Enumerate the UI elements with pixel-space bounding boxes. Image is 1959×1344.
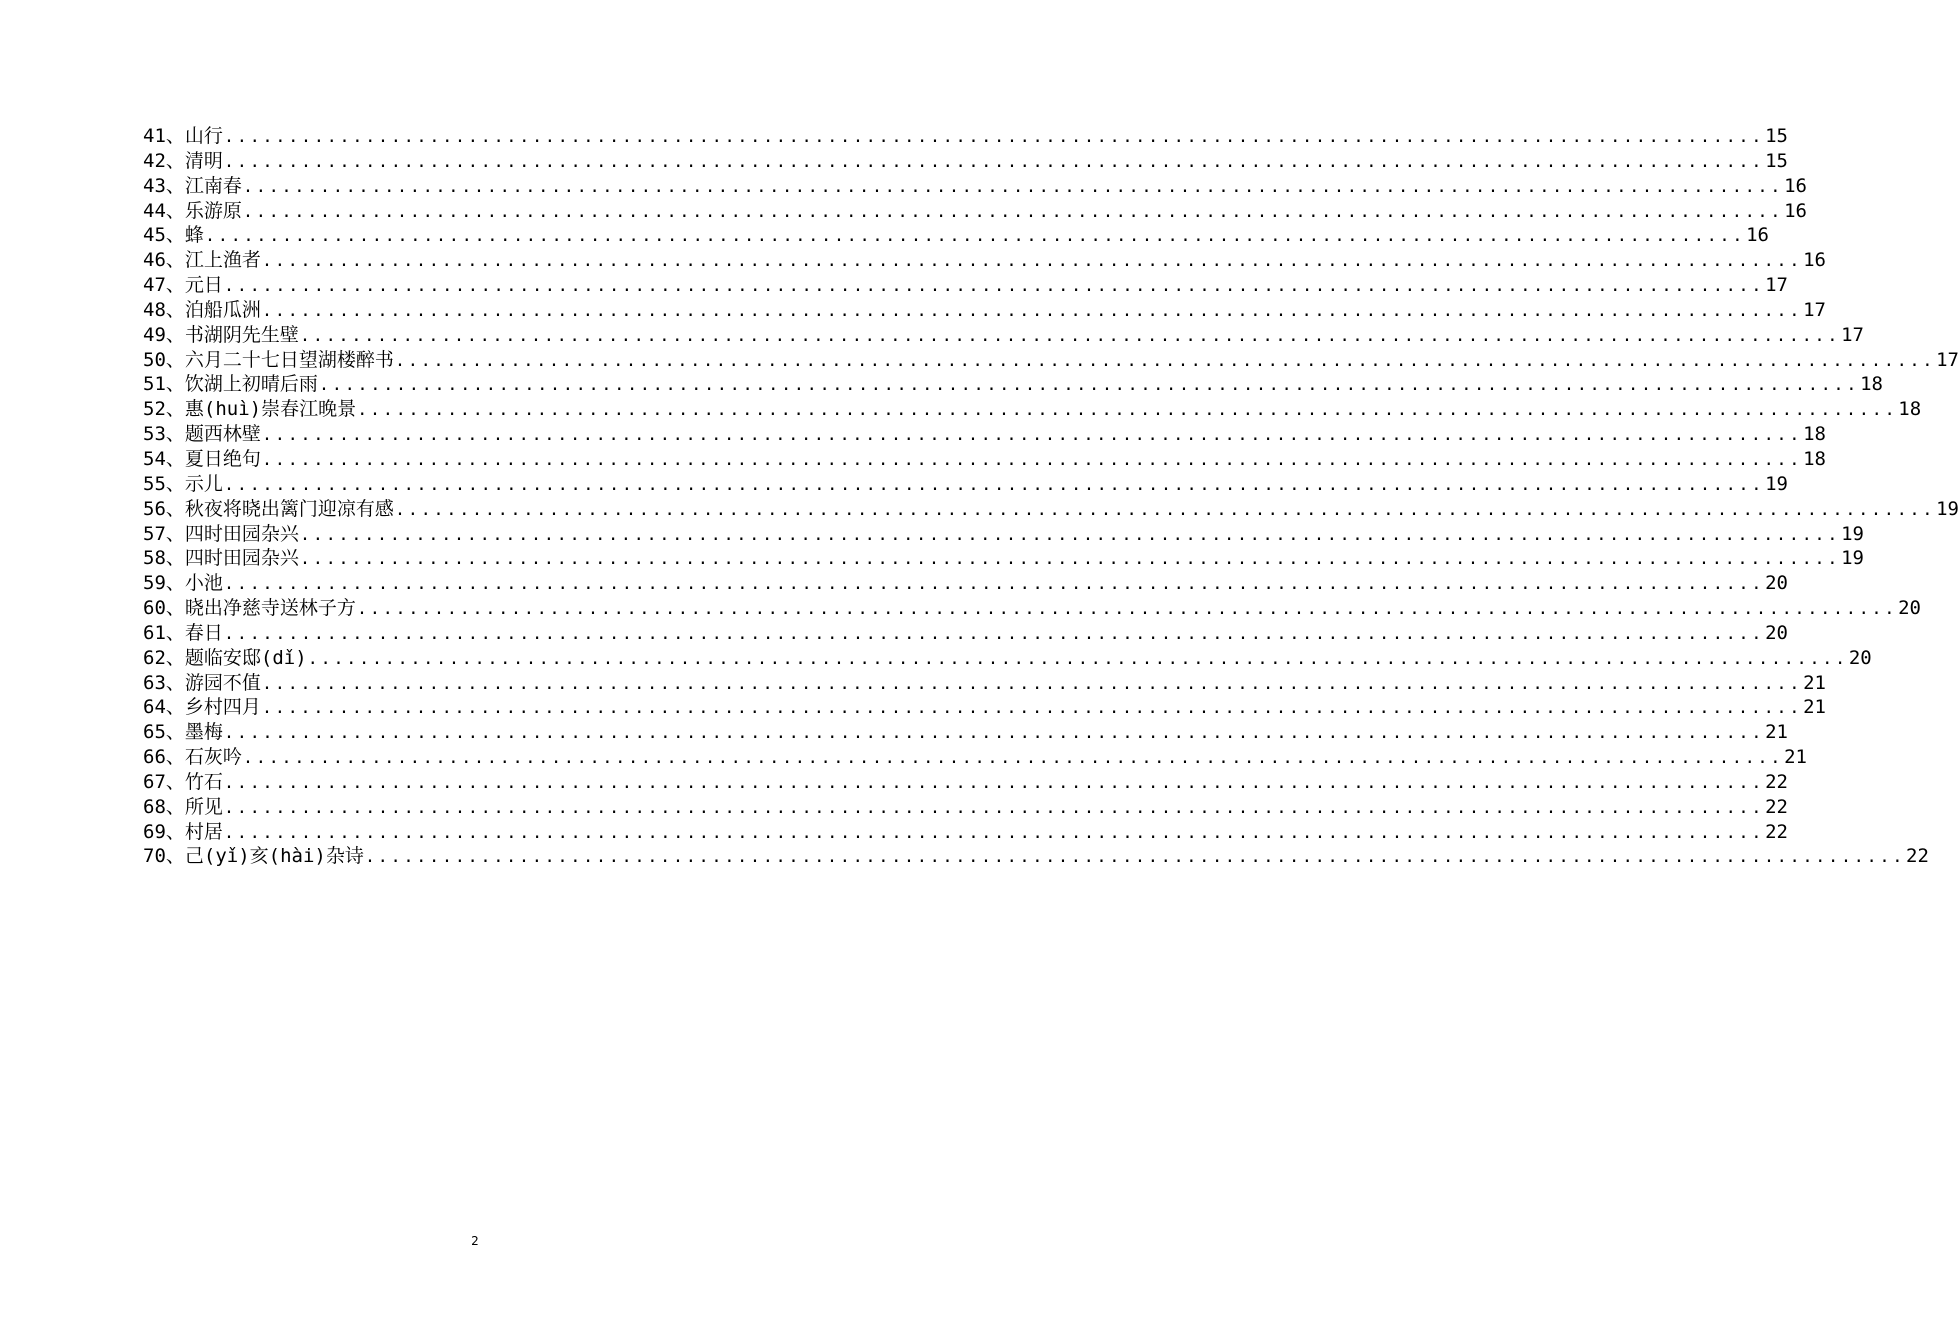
toc-entry[interactable]: [143, 720, 1788, 745]
toc-entry[interactable]: [143, 695, 1826, 720]
toc-entry-page: 20: [1765, 621, 1788, 644]
toc-entry[interactable]: [143, 149, 1788, 174]
toc-entry-number: 69、: [143, 820, 185, 843]
toc-entry-number: 46、: [143, 249, 185, 272]
table-of-contents: [143, 124, 1959, 869]
toc-entry[interactable]: [143, 248, 1826, 273]
toc-dot-leader: ........................................................................................................................: [223, 822, 1765, 843]
toc-dot-leader: ........................................................................................................................: [299, 524, 1841, 545]
toc-entry[interactable]: [143, 472, 1788, 497]
toc-entry[interactable]: [143, 199, 1807, 224]
toc-entry-title: 题临安邸(dǐ): [184, 646, 307, 669]
toc-entry-title: 饮湖上初晴后雨: [184, 373, 318, 396]
toc-dot-leader: ........................................................................................................................: [242, 176, 1784, 197]
toc-entry-title: 清明: [184, 149, 223, 172]
toc-dot-leader: ........................................................................................................................: [223, 127, 1765, 147]
toc-entry-title: 示儿: [184, 472, 223, 495]
toc-entry-page: 19: [1765, 472, 1788, 495]
toc-dot-leader: ........................................................................................................................: [364, 847, 1906, 868]
toc-entry-title: 小池: [184, 572, 223, 595]
toc-dot-leader: ........................................................................................................................: [223, 797, 1765, 818]
toc-dot-leader: ........................................................................................................................: [261, 300, 1803, 321]
toc-entry-title: 所见: [184, 795, 223, 818]
toc-entry[interactable]: [143, 273, 1788, 298]
toc-dot-leader: ........................................................................................................................: [261, 673, 1803, 694]
toc-entry-title: 泊船瓜洲: [184, 298, 261, 321]
toc-entry-title: 元日: [184, 274, 223, 297]
toc-dot-leader: ........................................................................................................................: [261, 425, 1803, 446]
toc-entry-page: 16: [1784, 174, 1807, 197]
toc-dot-leader: ........................................................................................................................: [223, 151, 1765, 172]
toc-entry[interactable]: [143, 795, 1788, 820]
toc-entry[interactable]: [143, 522, 1864, 547]
toc-entry-number: 57、: [143, 522, 185, 545]
toc-dot-leader: ........................................................................................................................: [204, 226, 1746, 247]
toc-dot-leader: ........................................................................................................................: [223, 474, 1765, 495]
toc-entry-title: 题西林壁: [184, 423, 261, 446]
toc-entry-page: 18: [1803, 423, 1826, 446]
toc-entry-title: 蜂: [184, 224, 204, 247]
toc-entry-number: 47、: [143, 274, 185, 297]
toc-entry-number: 51、: [143, 373, 185, 396]
toc-entry-title: 江南春: [184, 174, 242, 197]
toc-entry-title: 石灰吟: [184, 746, 242, 769]
toc-entry[interactable]: [143, 124, 1788, 149]
toc-entry-page: 20: [1898, 597, 1921, 620]
toc-entry-page: 19: [1936, 497, 1959, 520]
toc-entry[interactable]: [143, 571, 1788, 596]
toc-entry-page: 22: [1765, 820, 1788, 843]
toc-entry-page: 18: [1803, 447, 1826, 470]
toc-entry-page: 19: [1841, 522, 1864, 545]
toc-entry-number: 54、: [143, 447, 185, 470]
toc-entry-title: 竹石: [184, 770, 223, 793]
toc-entry-number: 63、: [143, 671, 185, 694]
toc-entry[interactable]: [143, 621, 1788, 646]
toc-entry-number: 52、: [143, 398, 185, 421]
toc-dot-leader: ........................................................................................................................: [318, 375, 1860, 396]
toc-entry[interactable]: [143, 745, 1807, 770]
toc-dot-leader: ........................................................................................................................: [357, 400, 1898, 421]
toc-entry-page: 21: [1765, 721, 1788, 744]
toc-entry-page: 20: [1848, 646, 1872, 669]
toc-dot-leader: ........................................................................................................................: [242, 201, 1784, 222]
toc-entry[interactable]: [143, 497, 1959, 522]
toc-entry[interactable]: [143, 671, 1826, 696]
toc-entry-number: 66、: [143, 746, 185, 769]
toc-entry-title: 秋夜将晓出篱门迎凉有感: [184, 497, 394, 520]
toc-entry[interactable]: [143, 422, 1826, 447]
toc-entry-page: 21: [1784, 746, 1807, 769]
toc-dot-leader: ........................................................................................................................: [394, 350, 1936, 371]
toc-entry-title: 四时田园杂兴: [184, 522, 299, 545]
toc-dot-leader: ........................................................................................................................: [223, 574, 1765, 595]
toc-entry-number: 45、: [143, 224, 185, 247]
toc-dot-leader: ........................................................................................................................: [223, 276, 1765, 297]
page-number: 2: [471, 1234, 479, 1248]
toc-entry-number: 56、: [143, 497, 185, 520]
toc-entry-number: 65、: [143, 721, 185, 744]
toc-entry-title: 江上渔者: [184, 249, 261, 272]
toc-entry[interactable]: [143, 397, 1922, 422]
toc-entry[interactable]: [143, 323, 1864, 348]
toc-entry-number: 61、: [143, 621, 185, 644]
toc-dot-leader: ........................................................................................................................: [261, 251, 1803, 272]
toc-dot-leader: ........................................................................................................................: [223, 623, 1765, 644]
toc-entry-number: 44、: [143, 199, 185, 222]
toc-dot-leader: ........................................................................................................................: [223, 772, 1765, 793]
toc-entry[interactable]: [143, 770, 1788, 795]
toc-entry-title: 六月二十七日望湖楼醉书: [184, 348, 394, 371]
toc-entry-title: 村居: [184, 820, 223, 843]
toc-dot-leader: ........................................................................................................................: [261, 698, 1803, 719]
toc-entry-title: 乡村四月: [184, 696, 261, 719]
toc-entry-page: 22: [1765, 795, 1788, 818]
toc-dot-leader: ........................................................................................................................: [307, 648, 1848, 669]
toc-entry-page: 17: [1765, 274, 1788, 297]
toc-dot-leader: ........................................................................................................................: [261, 449, 1803, 470]
toc-dot-leader: ........................................................................................................................: [394, 499, 1936, 520]
toc-entry-page: 15: [1765, 125, 1788, 147]
toc-entry-title: 四时田园杂兴: [184, 547, 299, 570]
toc-entry-page: 21: [1803, 671, 1826, 694]
toc-entry-page: 22: [1906, 845, 1929, 868]
toc-entry-number: 48、: [143, 298, 185, 321]
toc-entry-page: 17: [1803, 298, 1826, 321]
toc-entry[interactable]: [143, 646, 1872, 671]
toc-entry-title: 山行: [184, 125, 223, 147]
toc-entry-page: 18: [1860, 373, 1883, 396]
toc-entry-number: 50、: [143, 348, 185, 371]
toc-entry[interactable]: [143, 447, 1826, 472]
toc-dot-leader: ........................................................................................................................: [299, 549, 1841, 570]
toc-entry-number: 62、: [143, 646, 185, 669]
toc-entry-number: 70、: [143, 845, 185, 868]
toc-entry-page: 16: [1803, 249, 1826, 272]
toc-entry-number: 43、: [143, 174, 185, 197]
toc-entry-page: 20: [1765, 572, 1788, 595]
toc-entry-page: 18: [1898, 398, 1922, 421]
toc-entry-title: 夏日绝句: [184, 447, 261, 470]
toc-entry-page: 17: [1936, 348, 1959, 371]
toc-dot-leader: ........................................................................................................................: [299, 325, 1841, 346]
toc-entry[interactable]: [143, 546, 1864, 571]
toc-entry-title: 乐游原: [184, 199, 242, 222]
toc-entry-number: 58、: [143, 547, 185, 570]
toc-entry[interactable]: [143, 298, 1826, 323]
toc-entry-page: 16: [1746, 224, 1769, 247]
toc-dot-leader: ........................................................................................................................: [356, 599, 1898, 620]
toc-entry[interactable]: [143, 223, 1769, 248]
toc-entry-page: 22: [1765, 770, 1788, 793]
toc-entry-number: 55、: [143, 472, 185, 495]
toc-entry-number: 42、: [143, 149, 185, 172]
toc-entry[interactable]: [143, 348, 1959, 373]
toc-entry-number: 60、: [143, 597, 185, 620]
toc-entry-page: 17: [1841, 323, 1864, 346]
toc-entry-title: 晓出净慈寺送林子方: [184, 597, 356, 620]
toc-entry-number: 68、: [143, 795, 185, 818]
toc-entry-number: 49、: [143, 323, 185, 346]
toc-entry-title: 游园不值: [184, 671, 261, 694]
toc-dot-leader: ........................................................................................................................: [223, 723, 1765, 744]
toc-entry[interactable]: [143, 820, 1788, 845]
toc-entry-title: 书湖阴先生壁: [184, 323, 299, 346]
toc-entry-number: 59、: [143, 572, 185, 595]
toc-entry[interactable]: [143, 844, 1929, 869]
toc-entry-title: 己(yǐ)亥(hài)杂诗: [184, 845, 364, 868]
toc-entry-page: 15: [1765, 149, 1788, 172]
toc-entry-number: 53、: [143, 423, 185, 446]
toc-entry-title: 惠(huì)崇春江晚景: [184, 398, 357, 421]
toc-entry[interactable]: [143, 174, 1807, 199]
toc-entry-number: 64、: [143, 696, 185, 719]
toc-entry-page: 19: [1841, 547, 1864, 570]
toc-entry-title: 春日: [184, 621, 223, 644]
toc-entry-title: 墨梅: [184, 721, 223, 744]
toc-dot-leader: ........................................................................................................................: [242, 748, 1784, 769]
toc-entry-number: 41、: [143, 125, 185, 147]
toc-entry[interactable]: [143, 596, 1921, 621]
toc-entry-number: 67、: [143, 770, 185, 793]
toc-entry-page: 21: [1803, 696, 1826, 719]
toc-entry-page: 16: [1784, 199, 1807, 222]
toc-entry[interactable]: [143, 372, 1883, 397]
